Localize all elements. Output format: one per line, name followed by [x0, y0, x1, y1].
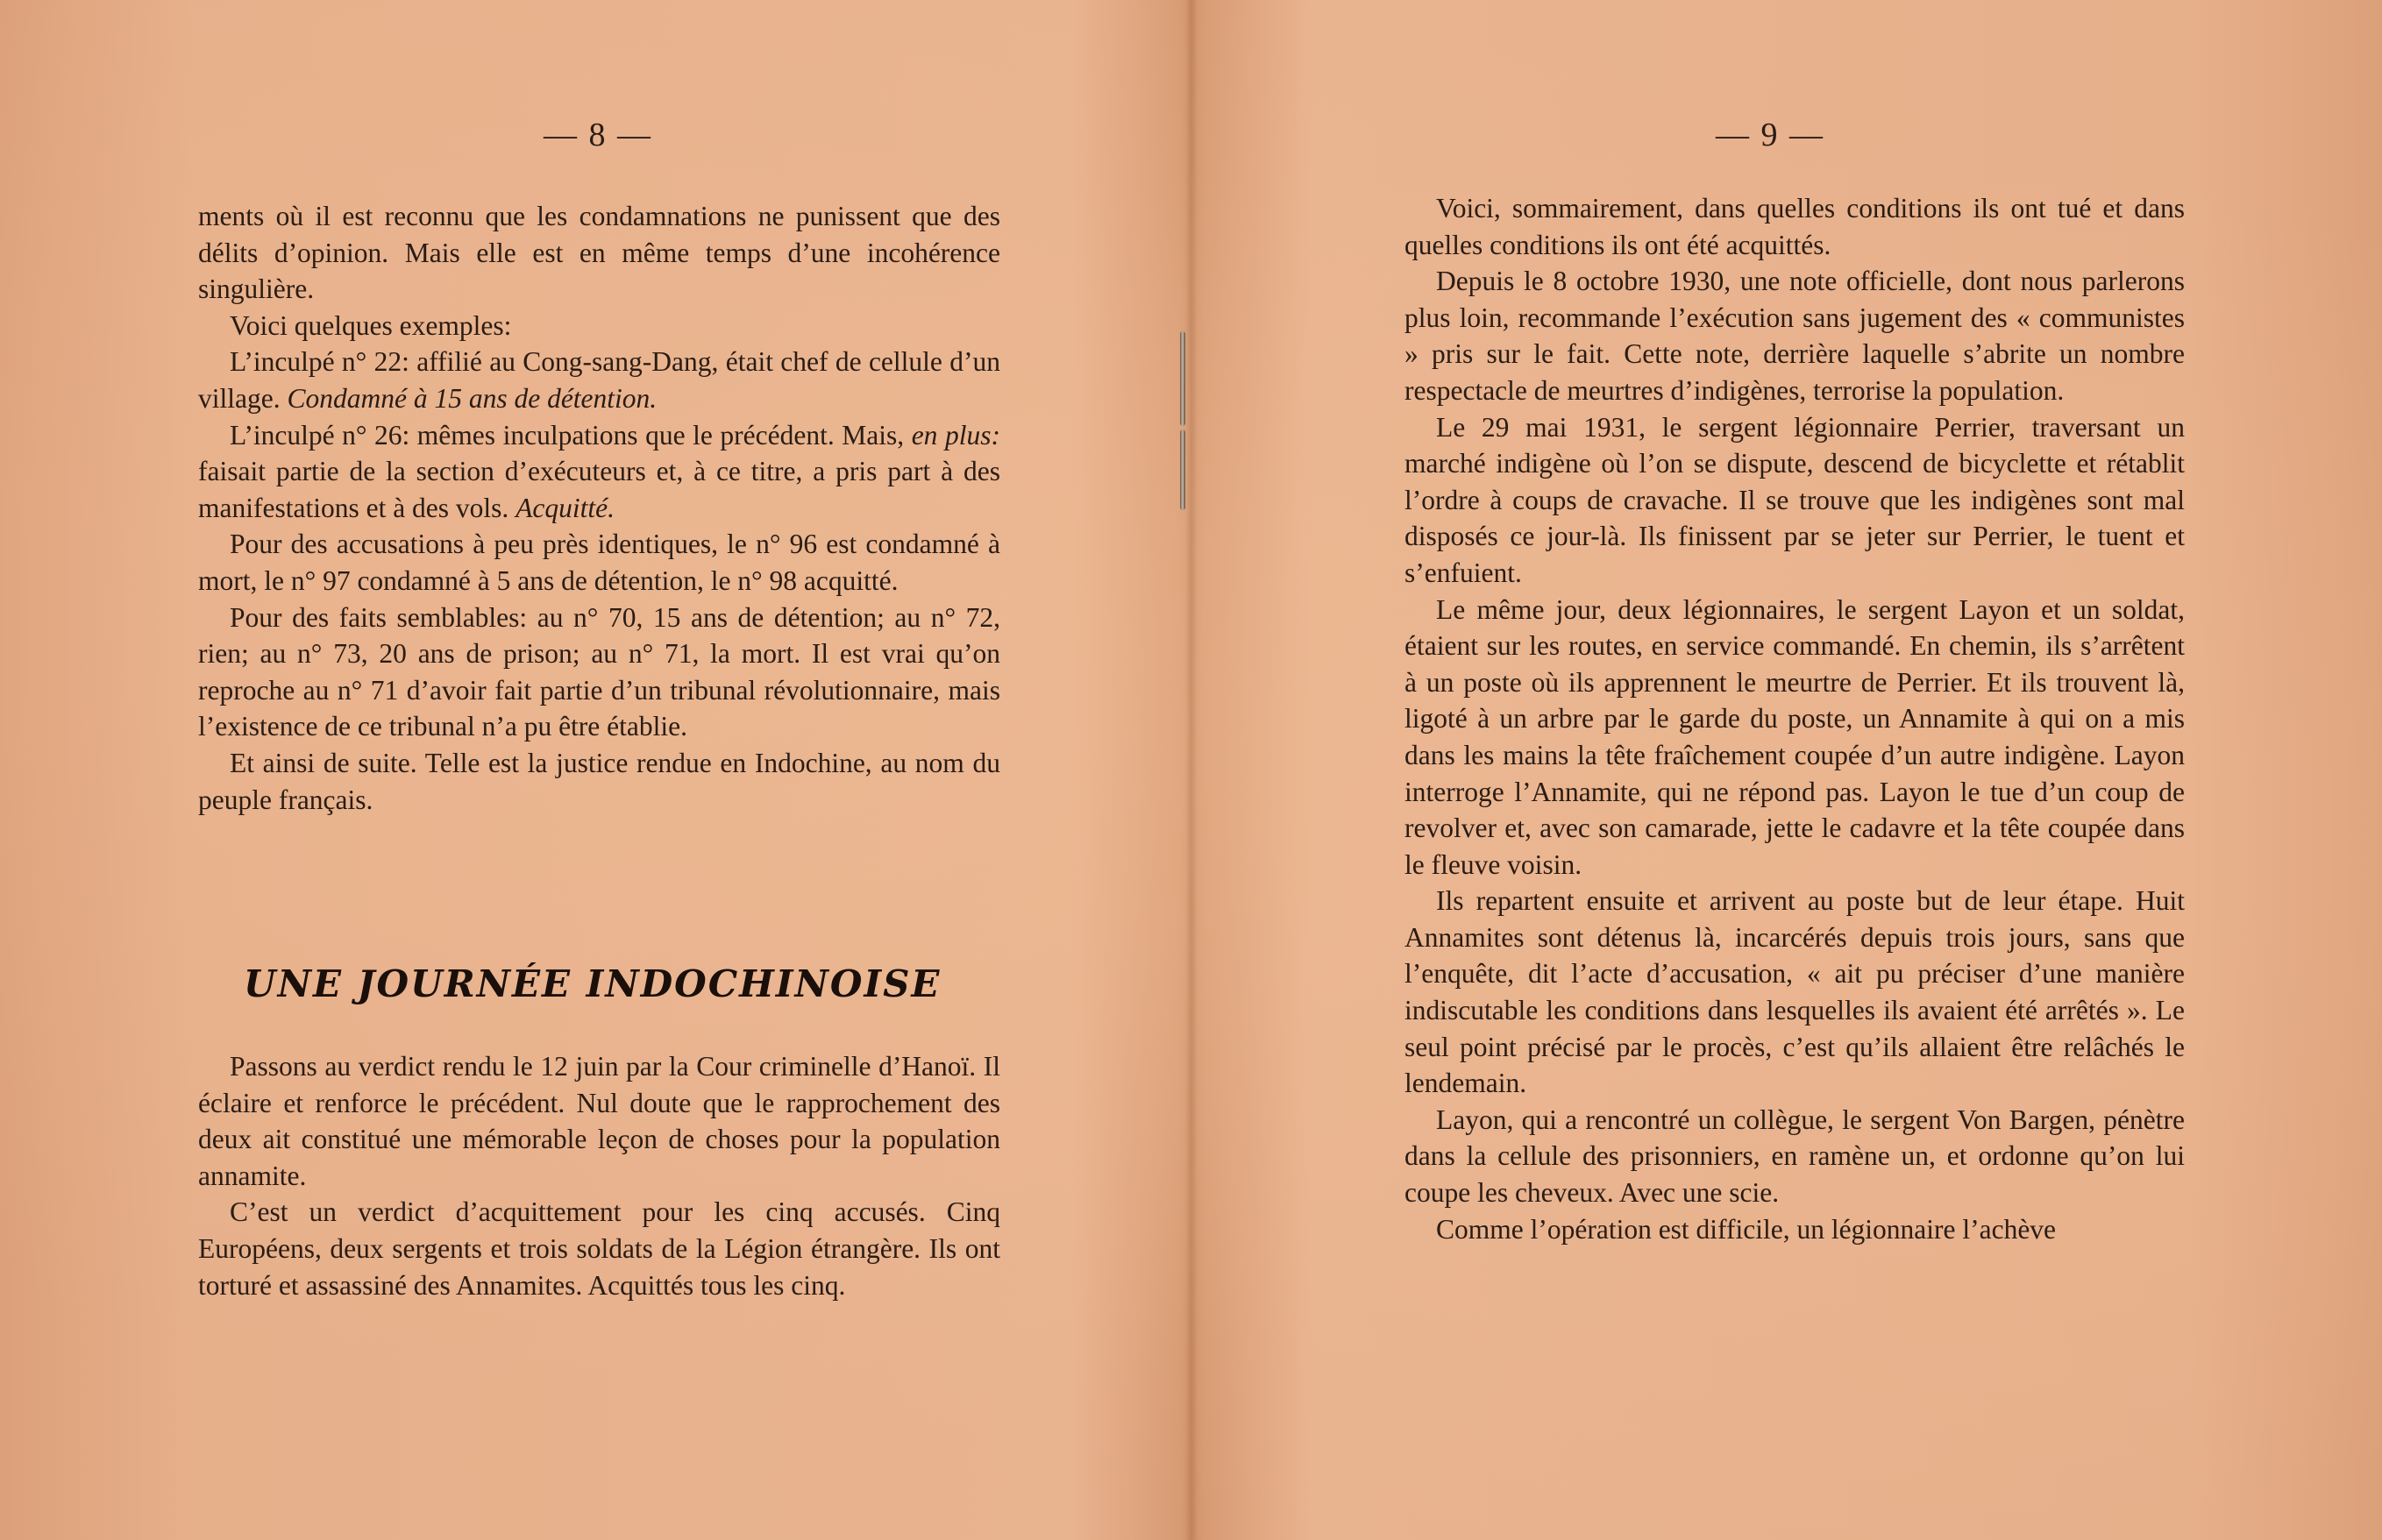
paragraph — [1404, 1102, 2185, 1211]
paragraph — [1404, 1211, 2185, 1248]
paragraph-text: Voici quelques exemples: — [230, 309, 512, 341]
left-text-block-after-heading — [198, 1048, 1000, 1303]
paragraph-text: Voici, sommairement, dans quelles conditions ils ont tué et dans quelles conditions ils ont été acquittés. — [1404, 193, 2185, 260]
left-text-block — [198, 198, 1000, 818]
paragraph — [198, 417, 1000, 527]
paragraph — [198, 1194, 1000, 1303]
paragraph-text: Et ainsi de suite. Telle est la justice rendue en Indochine, au nom du peuple français. — [198, 747, 1000, 815]
section-heading: UNE JOURNÉE INDOCHINOISE — [244, 962, 942, 1005]
paragraph — [1404, 263, 2185, 408]
paragraph-text: faisait partie de la section d’exécuteurs et, à ce titre, a pris part à des manifestations et à des vols. — [198, 456, 1000, 523]
paragraph-text: Le même jour, deux légionnaires, le sergent Layon et un soldat, étaient sur les routes, en service commandé. En chemin, ils s’arrêtent à un poste où ils apprennent le meurtre de Perrier. Et ils trouvent là, ligoté à un arbre par le garde du poste, un Annamite à qui on a mis dans les mains la tête fraîchement coupée d’un autre indigène. Layon interroge l’Annamite, qui ne répond pas. Layon le tue d’un coup de revolver et, avec son camarade, jette le cadavre et la tête coupée dans le fleuve voisin. — [1404, 593, 2185, 880]
right-page — [1191, 0, 2382, 1540]
paragraph-text: Pour des faits semblables: au n° 70, 15 ans de détention; au n° 72, rien; au n° 73, 20 ans de prison; au n° 71, la mort. Il est vrai qu’on reproche au n° 71 d’avoir fait partie d’un tribunal révolutionnaire, mais l’existence de ce tribunal n’a pu être établie. — [198, 601, 1000, 742]
paragraph — [1404, 190, 2185, 263]
paragraph — [1404, 592, 2185, 884]
paragraph — [1404, 409, 2185, 592]
page-number: — 8 — — [544, 117, 652, 153]
right-text-block — [1404, 190, 2185, 1247]
paragraph-text: Ils repartent ensuite et arrivent au poste but de leur étape. Huit Annamites sont détenus là, incarcérés depuis trois jours, sans que l’enquête, dit l’acte d’accusation, « ait pu préciser d’une manière indiscutable les conditions dans lesquelles ils avaient été arrêtés ». Le seul point précisé par le procès, c’est qu’ils allaient être relâchés le lendemain. — [1404, 885, 2185, 1099]
paragraph-text: Comme l’opération est difficile, un légionnaire l’achève — [1436, 1213, 2057, 1245]
paragraph-text: Passons au verdict rendu le 12 juin par la Cour criminelle d’Hanoï. Il éclaire et renforce le précédent. Nul doute que le rapprochement des deux ait constitué une mémorable leçon de choses pour la population annamite. — [198, 1051, 1000, 1191]
italic-text: Condamné à 15 ans de détention. — [287, 382, 658, 414]
paragraph — [198, 198, 1000, 308]
paragraph — [198, 1048, 1000, 1194]
paragraph-text: ments où il est reconnu que les condamnations ne punissent que des délits d’opinion. Mais elle est en même temps d’une incohérence singulière. — [198, 201, 1000, 305]
paragraph-text: Depuis le 8 octobre 1930, une note officielle, dont nous parlerons plus loin, recommande l’exécution sans jugement des « communistes » pris sur le fait. Cette note, derrière laquelle s’abrite un nombre respectacle de meurtres d’indigènes, terrorise la population. — [1404, 266, 2185, 406]
paragraph-text: Pour des accusations à peu près identiques, le n° 96 est condamné à mort, le n° 97 condamné à 5 ans de détention, le n° 98 acquitté. — [198, 529, 1000, 596]
page-number: — 9 — — [1716, 117, 1824, 153]
paragraph-text: Le 29 mai 1931, le sergent légionnaire Perrier, traversant un marché indigène où l’on se dispute, descend de bicyclette et rétablit l’ordre à coups de cravache. Il se trouve que les indigènes sont mal disposés ce jour-là. Ils finissent par se jeter sur Perrier, le tuent et s’enfuient. — [1404, 411, 2185, 588]
paragraph — [198, 344, 1000, 416]
paragraph — [1404, 883, 2185, 1102]
paragraph-text: C’est un verdict d’acquittement pour les cinq accusés. Cinq Européens, deux sergents et trois soldats de la Légion étrangère. Ils ont torturé et assassiné des Annamites. Acquittés tous les cinq. — [198, 1196, 1000, 1301]
paragraph-text: Layon, qui a rencontré un collègue, le sergent Von Bargen, pénètre dans la cellule des prisonniers, en ramène un, et ordonne qu’on lui coupe les cheveux. Avec une scie. — [1404, 1104, 2185, 1209]
paragraph-text: L’inculpé n° 26: mêmes inculpations que le précédent. Mais, — [230, 419, 912, 451]
paragraph — [198, 308, 1000, 344]
italic-text: en plus: — [911, 419, 1000, 451]
paragraph — [198, 526, 1000, 599]
paragraph-text: L’inculpé n° 22: affilié au Cong-sang-Dang, était chef de cellule d’un village. — [198, 346, 1000, 414]
paragraph — [198, 745, 1000, 818]
italic-text: Acquitté. — [516, 492, 615, 523]
paragraph — [198, 600, 1000, 745]
